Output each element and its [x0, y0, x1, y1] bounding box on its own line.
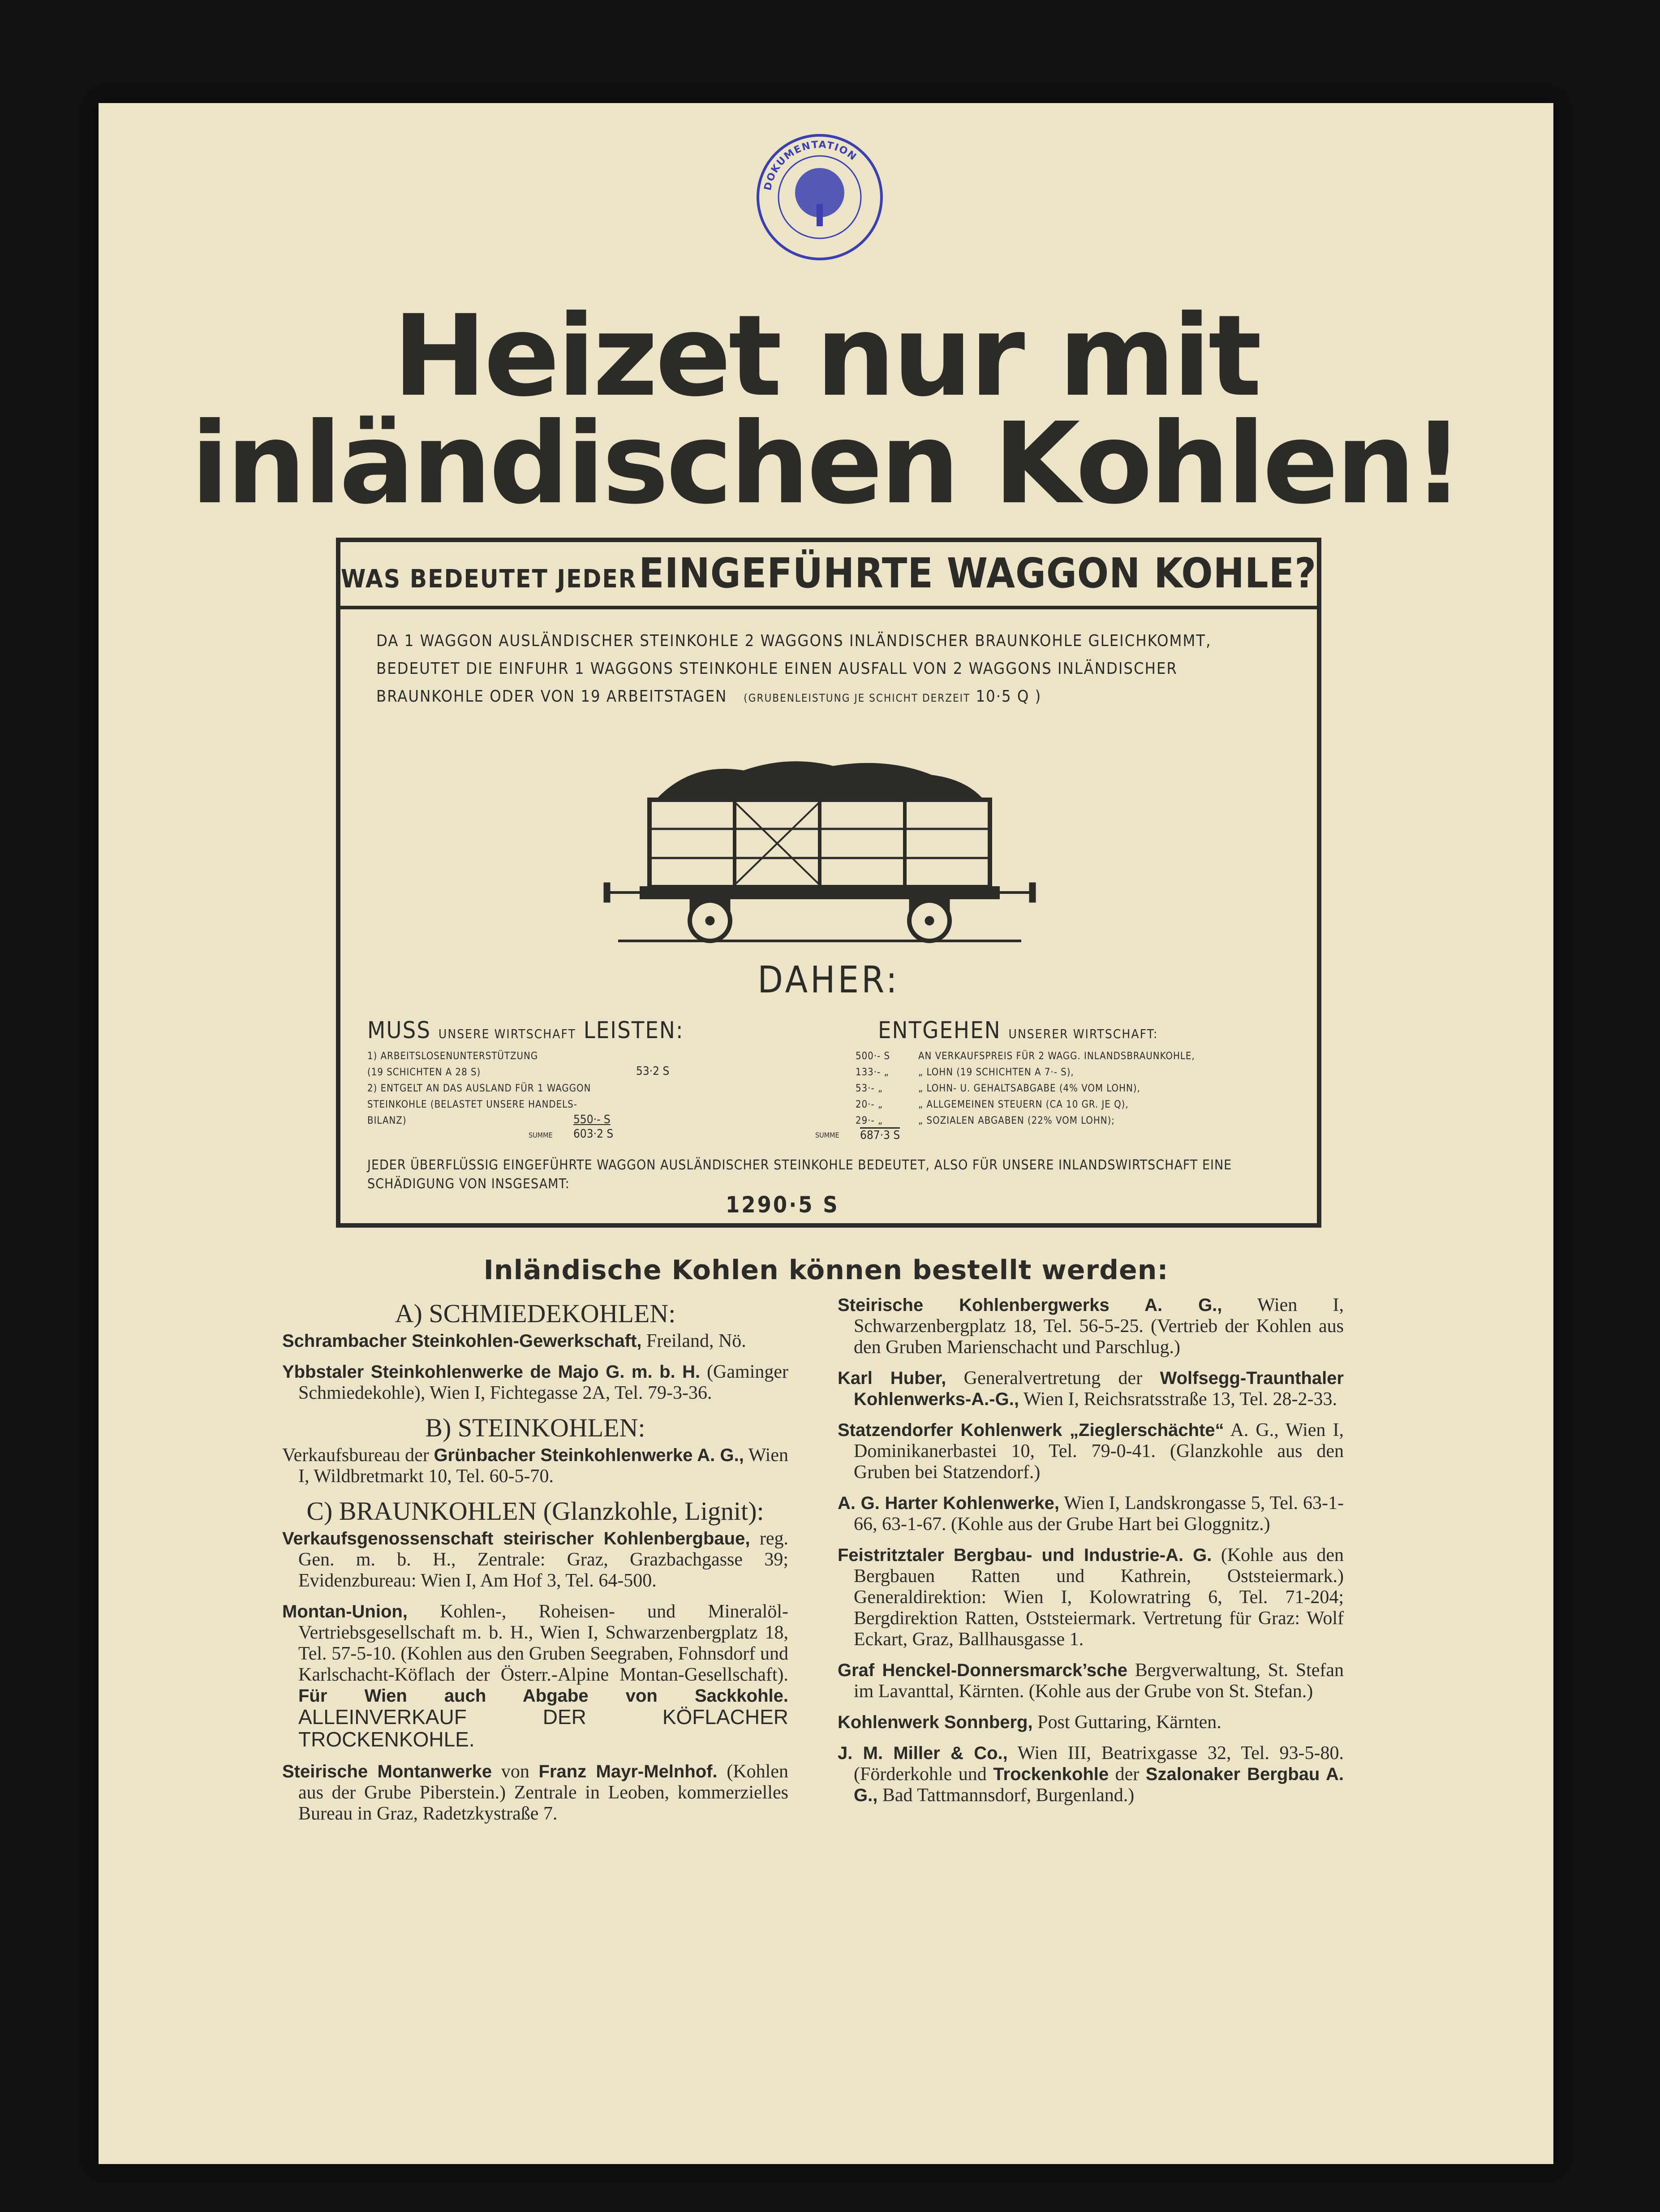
intro-line: BEDEUTET DIE EINFUHR 1 WAGGONS STEINKOHLE EINEN AUSFALL VON 2 WAGGONS INLÄNDISCHER: [376, 660, 1178, 678]
supplier-details: (Kohle aus den Bergbauen Ratten und Kathrein, Oststeiermark.) Generaldirektion: Wien I, Kolowratring 6, Tel. 71-204; Bergdirektion Ratten, Oststeiermark. Vertretung für Graz: Wolf Eckart, Graz, Ballhausgasse 1.: [854, 1545, 1344, 1650]
supplier-entry: [282, 1445, 788, 1487]
supplier-entry: [838, 1493, 1344, 1535]
right-item-amount: 20·- „: [856, 1099, 883, 1110]
supplier-entry: [838, 1420, 1344, 1483]
right-title-small: UNSERER WIRTSCHAFT:: [1008, 1026, 1158, 1041]
left-item: 2) ENTGELT AN DAS AUSLAND FÜR 1 WAGGON: [367, 1083, 591, 1094]
supplier-details: der: [1115, 1764, 1140, 1785]
supplier-details: Kohlen-, Roheisen- und Mineralöl-Vertriebsgesellschaft m. b. H., Wien I, Schwarzenbergplatz 18, Tel. 57-5-10. (Kohlen aus den Gruben Seegraben, Fohnsdorf und Karlschacht-Köflach der Österr.-Alpine Montan-Gesellschaft).: [298, 1601, 788, 1685]
left-sum-label: SUMME: [529, 1131, 553, 1139]
supplier-details: Generalvertretung der: [963, 1368, 1143, 1388]
right-item-text: „ SOZIALEN ABGABEN (22% VOM LOHN);: [918, 1115, 1115, 1126]
left-title-word: LEISTEN:: [583, 1017, 684, 1044]
left-column-title: [367, 1017, 684, 1044]
supplier-name: Ybbstaler Steinkohlenwerke de Majo G. m. b. H.: [282, 1362, 701, 1382]
coal-heap-icon: [654, 762, 985, 802]
supplier-name: Feistritztaler Bergbau- und Industrie-A. G.: [838, 1545, 1212, 1565]
left-amount-2: 550·- S: [573, 1113, 611, 1126]
right-item: [856, 1065, 1286, 1081]
right-item-text: „ ALLGEMEINEN STEUERN (CA 10 GR. JE Q),: [918, 1099, 1129, 1110]
supplier-details: Wien I, Landskrongasse 5, Tel. 63-1-66, 63-1-67. (Kohle aus der Grube Hart bei Gloggnitz.): [854, 1493, 1344, 1535]
supplier-entry: [282, 1331, 788, 1352]
supplier-details: Verkaufsbureau der: [282, 1445, 429, 1466]
left-title-word: MUSS: [367, 1017, 431, 1044]
right-item-amount: 133·- „: [856, 1067, 889, 1078]
supplier-entry: [838, 1660, 1344, 1702]
box-conclusion: [367, 1156, 1299, 1194]
poster-sheet: [99, 103, 1553, 2164]
supplier-name: A. G. Harter Kohlenwerke,: [838, 1493, 1060, 1513]
supplier-details: von: [501, 1761, 529, 1782]
box-heading-small: WAS BEDEUTET JEDER: [340, 565, 637, 594]
supplier-details: Wien III, Beatrixgasse 32, Tel. 93-5-80. (Förderkohle und: [854, 1743, 1344, 1785]
right-sum: 687·3 S: [860, 1127, 900, 1142]
headline-line1: Heizet nur mit: [392, 291, 1260, 421]
supplier-details: Wien I, Schwarzenbergplatz 18, Tel. 56-5-25. (Vertrieb der Kohlen aus den Gruben Marienschacht und Parschlug.): [854, 1295, 1344, 1358]
supplier-column-left: [282, 1295, 788, 1834]
supplier-name: Steirische Montanwerke: [282, 1762, 492, 1781]
stamp-emblem-icon: [795, 168, 844, 226]
supplier-name: Montan-Union,: [282, 1602, 408, 1621]
left-amount-1: 53·2 S: [636, 1065, 670, 1078]
section-heading-c: C) BRAUNKOHLEN (Glanzkohle, Lignit):: [306, 1496, 764, 1526]
supplier-entry: [282, 1601, 788, 1751]
supplier-details: Wien I, Reichsratsstraße 13, Tel. 28-2-33.: [1023, 1389, 1337, 1410]
supplier-details: Bad Tattmannsdorf, Burgenland.): [882, 1785, 1135, 1806]
supplier-name: Grünbacher Steinkohlenwerke A. G.,: [434, 1445, 744, 1465]
supplier-entry: [838, 1743, 1344, 1806]
archive-stamp: [753, 130, 887, 264]
coal-wagon-illustration: [600, 753, 1039, 945]
right-item: [856, 1081, 1286, 1097]
stamp-text: DOKUMENTATION: [762, 139, 859, 192]
daher-heading: DAHER:: [757, 959, 900, 1001]
supplier-entry: [838, 1295, 1344, 1358]
conclusion-line: JEDER ÜBERFLÜSSIG EINGEFÜHRTE WAGGON AUSLÄNDISCHER STEINKOHLE BEDEUTET, ALSO FÜR UNSERE INLANDSWIRTSCHAFT EINE: [367, 1157, 1232, 1173]
supplier-entry: [838, 1368, 1344, 1410]
supplier-name: Trockenkohle: [993, 1764, 1109, 1784]
intro-line-text: BRAUNKOHLE ODER VON 19 ARBEITSTAGEN: [376, 687, 727, 706]
right-item: [856, 1048, 1286, 1065]
intro-value: 10·5 Q ): [976, 687, 1042, 706]
order-subheading: Inländische Kohlen können bestellt werden:: [483, 1255, 1169, 1286]
right-sum-label: SUMME: [815, 1131, 839, 1139]
intro-small-text: (GRUBENLEISTUNG JE SCHICHT DERZEIT: [744, 692, 971, 704]
supplier-details: (Kohlen aus der Grube Piberstein.) Zentrale in Leoben, kommerzielles Bureau in Graz, Radetzkystraße 7.: [298, 1761, 788, 1824]
supplier-details: (Gaminger Schmiedekohle), Wien I, Fichtegasse 2A, Tel. 79-3-36.: [298, 1362, 788, 1403]
intro-line: [376, 683, 1290, 712]
supplier-name: Statzendorfer Kohlenwerk „Zieglerschächte“: [838, 1420, 1224, 1440]
left-item: BILANZ): [367, 1115, 407, 1126]
right-item: [856, 1097, 1286, 1113]
right-item: [856, 1113, 1286, 1129]
right-item-amount: 29·- „: [856, 1115, 883, 1126]
supplier-entry: [282, 1528, 788, 1591]
left-title-small: UNSERE WIRTSCHAFT: [438, 1026, 576, 1041]
right-item-text: „ LOHN (19 SCHICHTEN A 7·- S),: [918, 1067, 1074, 1078]
right-title-word: ENTGEHEN: [878, 1017, 1001, 1044]
left-item: 1) ARBEITSLOSENUNTERSTÜTZUNG: [367, 1051, 538, 1062]
supplier-name: Kohlenwerk Sonnberg,: [838, 1712, 1033, 1732]
intro-line: DA 1 WAGGON AUSLÄNDISCHER STEINKOHLE 2 WAGGONS INLÄNDISCHER BRAUNKOHLE GLEICHKOMMT,: [376, 632, 1212, 650]
supplier-name: Steirische Kohlenbergwerks A. G.,: [838, 1295, 1222, 1315]
left-sum: 603·2 S: [573, 1127, 614, 1141]
headline-line2: inländischen Kohlen!: [190, 398, 1462, 529]
supplier-name: Szalonaker Bergbau A. G.,: [854, 1764, 1344, 1805]
supplier-name: Graf Henckel-Donnersmarck’sche: [838, 1660, 1128, 1680]
supplier-name: Schrambacher Steinkohlen-Gewerkschaft,: [282, 1331, 642, 1351]
supplier-details: Post Guttaring, Kärnten.: [1037, 1712, 1221, 1733]
right-item-text: AN VERKAUFSPREIS FÜR 2 WAGG. INLANDSBRAUNKOHLE,: [918, 1051, 1195, 1062]
section-heading-a: A) SCHMIEDEKOHLEN:: [395, 1299, 676, 1328]
left-cost-list: [367, 1048, 744, 1129]
box-heading: [340, 542, 1317, 609]
supplier-details: A. G., Wien I, Dominikanerbastei 10, Tel. 79-0-41. (Glanzkohle aus den Gruben bei Statzendorf.): [854, 1420, 1344, 1483]
supplier-name: Franz Mayr-Melnhof.: [538, 1762, 718, 1781]
supplier-details: Freiland, Nö.: [646, 1331, 746, 1351]
right-loss-list: [856, 1048, 1286, 1129]
supplier-note: Für Wien auch Abgabe von Sackkohle.: [298, 1686, 788, 1706]
supplier-entry: [838, 1712, 1344, 1733]
right-item-amount: 500·- S: [856, 1051, 890, 1062]
supplier-details: reg. Gen. m. b. H., Zentrale: Graz, Grazbachgasse 39; Evidenzbureau: Wien I, Am Hof 3, Tel. 64-500.: [298, 1528, 789, 1591]
supplier-details: Wien I, Wildbretmarkt 10, Tel. 60-5-70.: [298, 1445, 788, 1487]
section-heading-b: B) STEINKOHLEN:: [425, 1413, 645, 1442]
box-intro: [376, 627, 1290, 712]
right-item-amount: 53·- „: [856, 1083, 883, 1094]
supplier-column-right: [838, 1295, 1344, 1816]
conclusion-line: SCHÄDIGUNG VON INSGESAMT:: [367, 1176, 570, 1192]
left-item: (19 SCHICHTEN A 28 S): [367, 1067, 481, 1078]
supplier-entry: [282, 1761, 788, 1824]
supplier-name: Karl Huber,: [838, 1368, 946, 1388]
left-item: STEINKOHLE (BELASTET UNSERE HANDELS-: [367, 1099, 577, 1110]
total-amount: 1290·5 S: [726, 1192, 839, 1218]
infographic-box: [336, 538, 1321, 1228]
supplier-entry: [838, 1545, 1344, 1650]
supplier-note-caps: ALLEINVERKAUF DER KÖFLACHER TROCKENKOHLE.: [298, 1705, 788, 1751]
supplier-name: Wolfsegg-Traunthaler Kohlenwerks-A.-G.,: [854, 1368, 1344, 1409]
right-column-title: [878, 1017, 1158, 1044]
supplier-details: Bergverwaltung, St. Stefan im Lavanttal, Kärnten. (Kohle aus der Grube von St. Stefan.): [854, 1660, 1344, 1702]
supplier-name: Verkaufsgenossenschaft steirischer Kohlenbergbaue,: [282, 1529, 750, 1548]
box-heading-big: EINGEFÜHRTE WAGGON KOHLE?: [639, 549, 1317, 597]
supplier-name: J. M. Miller & Co.,: [838, 1743, 1008, 1763]
supplier-entry: [282, 1362, 788, 1404]
right-item-text: „ LOHN- U. GEHALTSABGABE (4% VOM LOHN),: [918, 1083, 1140, 1094]
